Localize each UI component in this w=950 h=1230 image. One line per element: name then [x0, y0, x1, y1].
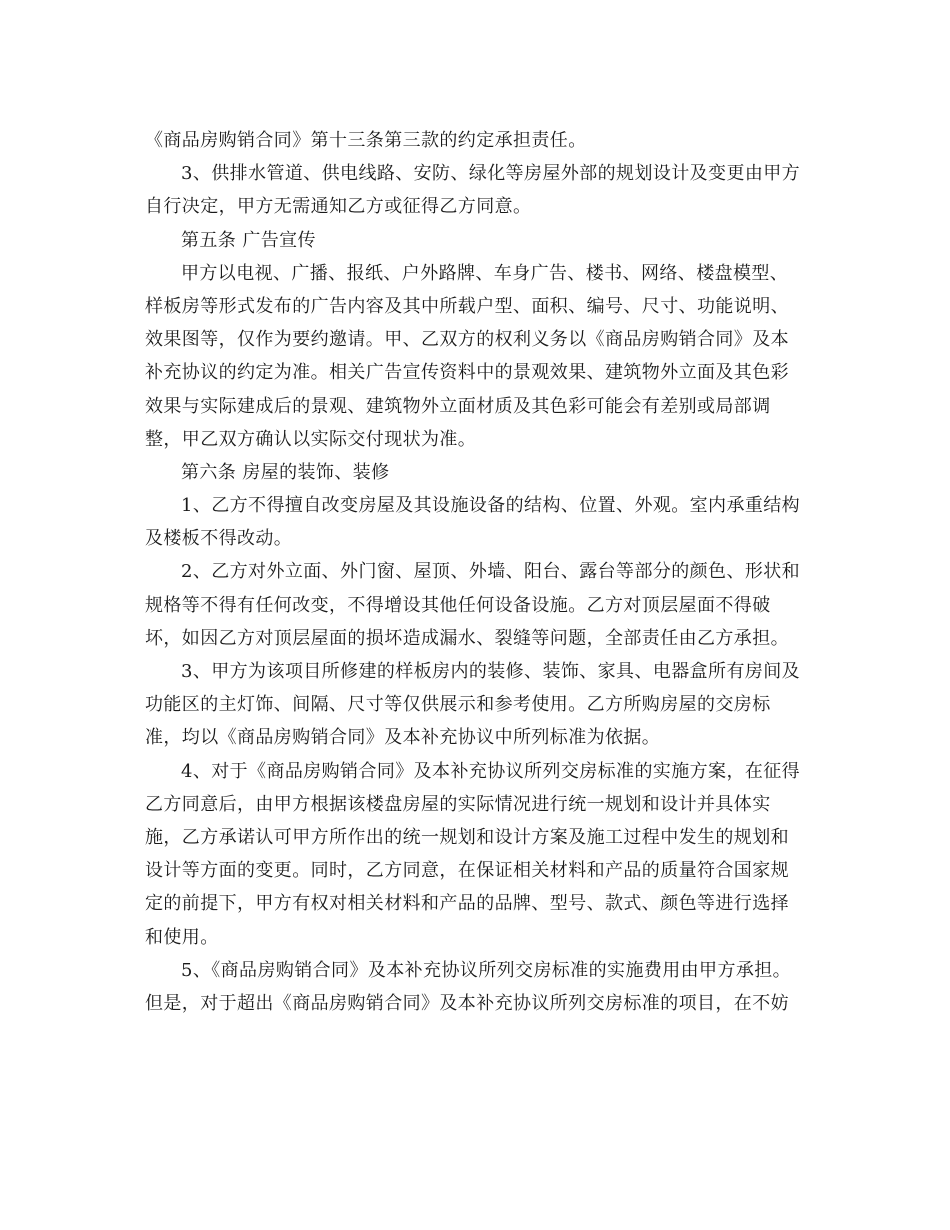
text-line: 准，均以《商品房购销合同》及本补充协议中所列标准为依据。 — [145, 727, 661, 749]
text-line: 3、甲方为该项目所修建的样板房内的装修、装饰、家具、电器盒所有房间及 — [181, 661, 801, 682]
document-page — [145, 124, 809, 1020]
text-line: 自行决定，甲方无需通知乙方或征得乙方同意。 — [145, 196, 532, 218]
text-line: 《商品房购销合同》第十三条第三款的约定承担责任。 — [145, 130, 587, 151]
text-line: 施，乙方承诺认可甲方所作出的统一规划和设计方案及施工过程中发生的规划和 — [145, 826, 789, 848]
text-line: 补充协议的约定为准。相关广告宣传资料中的景观效果、建筑物外立面及其色彩 — [145, 362, 789, 384]
text-line: 2、乙方对外立面、外门窗、屋顶、外墙、阳台、露台等部分的颜色、形状和 — [181, 561, 801, 583]
section-heading: 第五条 广告宣传 — [181, 229, 316, 251]
text-line: 整，甲乙双方确认以实际交付现状为准。 — [145, 428, 477, 450]
text-line: 设计等方面的变更。同时，乙方同意，在保证相关材料和产品的质量符合国家规 — [145, 860, 789, 882]
text-line: 3、供排水管道、供电线路、安防、绿化等房屋外部的规划设计及变更由甲方 — [181, 163, 801, 185]
text-line: 和使用。 — [145, 926, 219, 948]
text-line: 规格等不得有任何改变，不得增设其他任何设备设施。乙方对顶层屋面不得破 — [145, 594, 771, 616]
text-line: 效果与实际建成后的景观、建筑物外立面材质及其色彩可能会有差别或局部调 — [145, 395, 771, 417]
text-line: 5、《商品房购销合同》及本补充协议所列交房标准的实施费用由甲方承担。 — [181, 959, 792, 981]
text-line: 乙方同意后，由甲方根据该楼盘房屋的实际情况进行统一规划和设计并具体实 — [145, 793, 771, 815]
text-line: 1、乙方不得擅自改变房屋及其设施设备的结构、位置、外观。室内承重结构 — [181, 495, 801, 517]
text-line: 功能区的主灯饰、间隔、尺寸等仅供展示和参考使用。乙方所购房屋的交房标 — [145, 694, 771, 716]
text-line: 定的前提下，甲方有权对相关材料和产品的品牌、型号、款式、颜色等进行选择 — [145, 893, 789, 915]
section-heading: 第六条 房屋的装饰、装修 — [181, 461, 390, 483]
text-line: 但是，对于超出《商品房购销合同》及本补充协议所列交房标准的项目，在不妨 — [145, 992, 789, 1014]
text-line: 效果图等，仅作为要约邀请。甲、乙双方的权利义务以《商品房购销合同》及本 — [145, 329, 789, 351]
text-line: 甲方以电视、广播、报纸、户外路牌、车身广告、楼书、网络、楼盘模型、 — [181, 262, 789, 284]
text-line: 样板房等形式发布的广告内容及其中所载户型、面积、编号、尺寸、功能说明、 — [145, 295, 789, 317]
text-line: 坏，如因乙方对顶层屋面的损坏造成漏水、裂缝等问题，全部责任由乙方承担。 — [145, 627, 789, 649]
text-line: 及楼板不得改动。 — [145, 528, 293, 550]
text-line: 4、对于《商品房购销合同》及本补充协议所列交房标准的实施方案，在征得 — [181, 760, 801, 782]
